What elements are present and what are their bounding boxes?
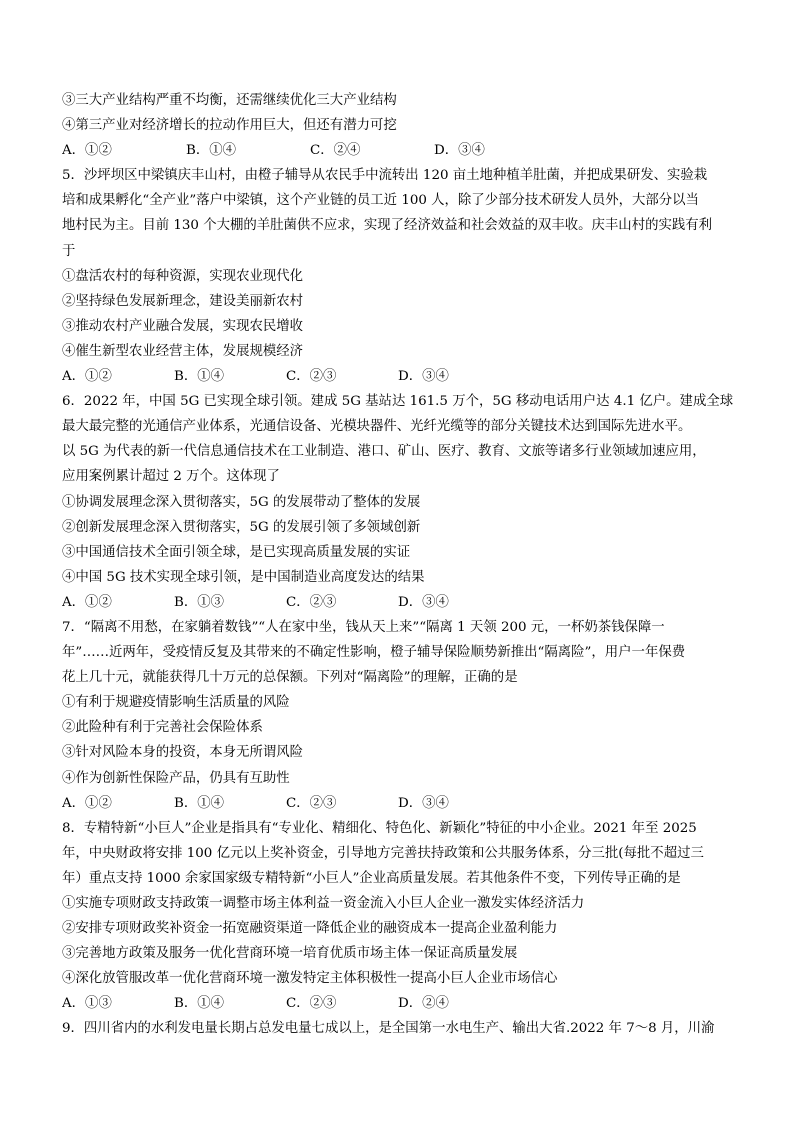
answer-options <box>62 590 754 615</box>
question-6-line: 最大最完整的光通信产业体系，光通信设备、光模块器件、光纤光缆等的部分关键技术达到国际先进水平。 <box>62 419 692 435</box>
item-line: ④第三产业对经济增长的拉动作用巨大，但还有潜力可挖 <box>62 118 397 134</box>
item-line: ③三大产业结构严重不均衡，还需继续优化三大产业结构 <box>62 93 397 108</box>
option-c: C．②③ <box>286 594 337 610</box>
option-a: A．①② <box>62 143 112 159</box>
question-5-line: 5．沙坪坝区中梁镇庆丰山村，由橙子辅导从农民手中流转出 120 亩土地种植羊肚菌，并把成果研发、实验栽 <box>62 168 708 184</box>
item-line: ②此险种有利于完善社会保险体系 <box>62 720 263 736</box>
item-line: ②坚持绿色发展新理念，建设美丽新农村 <box>62 293 304 309</box>
item-line: ②创新发展理念深入贯彻落实，5G 的发展引领了多领域创新 <box>62 519 421 535</box>
item-line: ③针对风险本身的投资，本身无所谓风险 <box>62 745 304 761</box>
answer-options <box>62 791 754 816</box>
item-line: ③推动农村产业融合发展，实现农民增收 <box>62 318 304 334</box>
item-line: ①有利于规避疫情影响生活质量的风险 <box>62 695 290 711</box>
option-c: C．②③ <box>286 369 337 385</box>
option-d: D．②④ <box>398 996 449 1012</box>
question-7-line: 7．“隔离不用愁，在家躺着数钱”“人在家中坐，钱从天上来”“隔离 1 天领 200 元，一杯奶茶钱保障一 <box>62 619 665 635</box>
question-5-line: 地村民为主。目前 130 个大棚的羊肚菌供不应求，实现了经济效益和社会效益的双丰收。庆丰山村的实践有利 <box>62 218 713 234</box>
item-line: ③完善地方政策及服务一优化营商环境一培育优质市场主体一保证高质量发展 <box>62 946 518 962</box>
item-line: ①实施专项财政支持政策一调整市场主体利益一资金流入小巨人企业一激发实体经济活力 <box>62 896 585 911</box>
question-8-line: 年）重点支持 1000 余家国家级专精特新“小巨人”企业高质量发展。若其他条件不变，下列传导正确的是 <box>62 870 681 886</box>
item-line: ①盘活农村的每种资源，实现农业现代化 <box>62 268 304 284</box>
answer-options <box>62 364 754 389</box>
question-5-line: 于 <box>62 243 76 259</box>
option-d: D．③④ <box>398 369 449 385</box>
question-9-line: 9．四川省内的水利发电量长期占总发电量七成以上，是全国第一水电生产、输出大省.2022 年 7～8 月，川渝 <box>62 1021 715 1037</box>
option-b: B．①④ <box>174 795 225 811</box>
question-8-line: 8．专精特新“小巨人”企业是指具有“专业化、精细化、特色化、新颖化”特征的中小企业。2021 年至 2025 <box>62 820 697 836</box>
item-line: ②安排专项财政奖补资金一拓宽融资渠道一降低企业的融资成本一提高企业盈利能力 <box>62 921 558 937</box>
item-line: ④催生新型农业经营主体，发展规模经济 <box>62 343 304 359</box>
answer-options <box>62 991 754 1016</box>
answer-options <box>62 138 754 163</box>
item-line: ④作为创新性保险产品，仍具有互助性 <box>62 770 290 786</box>
question-6-line: 以 5G 为代表的新一代信息通信技术在工业制造、港口、矿山、医疗、教育、文旅等诸多行业领域加速应用， <box>62 444 706 460</box>
option-b: B．①③ <box>174 594 225 610</box>
question-5-line: 培和成果孵化“全产业”落户中梁镇，这个产业链的员工近 100 人，除了少部分技术研发人员外，大部分以当 <box>62 193 699 209</box>
option-c: C．②③ <box>286 795 337 811</box>
option-c: C．②④ <box>310 143 361 159</box>
question-7-line: 年”……近两年，受疫情反复及其带来的不确定性影响，橙子辅导保险顺势新推出“隔离险”，用户一年保费 <box>62 645 686 661</box>
question-7-line: 花上几十元，就能获得几十万元的总保额。下列对“隔离险”的理解，正确的是 <box>62 670 518 686</box>
option-b: B．①④ <box>174 996 225 1012</box>
question-6-line: 6．2022 年，中国 5G 已实现全球引领。建成 5G 基站达 161.5 万个，5G 移动电话用户达 4.1 亿户。建成全球 <box>62 394 734 410</box>
option-a: A．①② <box>62 369 112 385</box>
option-a: A．①② <box>62 594 112 610</box>
option-c: C．②③ <box>286 996 337 1012</box>
option-d: D．③④ <box>398 594 449 610</box>
option-b: B．①④ <box>174 369 225 385</box>
question-6-line: 应用案例累计超过 2 万个。这体现了 <box>62 469 280 485</box>
option-a: A．①③ <box>62 996 112 1012</box>
item-line: ④中国 5G 技术实现全球引领，是中国制造业高度发达的结果 <box>62 569 425 585</box>
option-b: B．①④ <box>186 143 237 159</box>
item-line: ④深化放管服改革一优化营商环境一激发特定主体积极性一提高小巨人企业市场信心 <box>62 971 558 987</box>
option-d: D．③④ <box>434 143 485 159</box>
item-line: ①协调发展理念深入贯彻落实，5G 的发展带动了整体的发展 <box>62 494 421 510</box>
item-line: ③中国通信技术全面引领全球，是已实现高质量发展的实证 <box>62 544 411 560</box>
option-d: D．③④ <box>398 795 449 811</box>
option-a: A．①② <box>62 795 112 811</box>
question-8-line: 年，中央财政将安排 100 亿元以上奖补资金，引导地方完善扶持政策和公共服务体系，分三批(每批不超过三 <box>62 845 704 861</box>
